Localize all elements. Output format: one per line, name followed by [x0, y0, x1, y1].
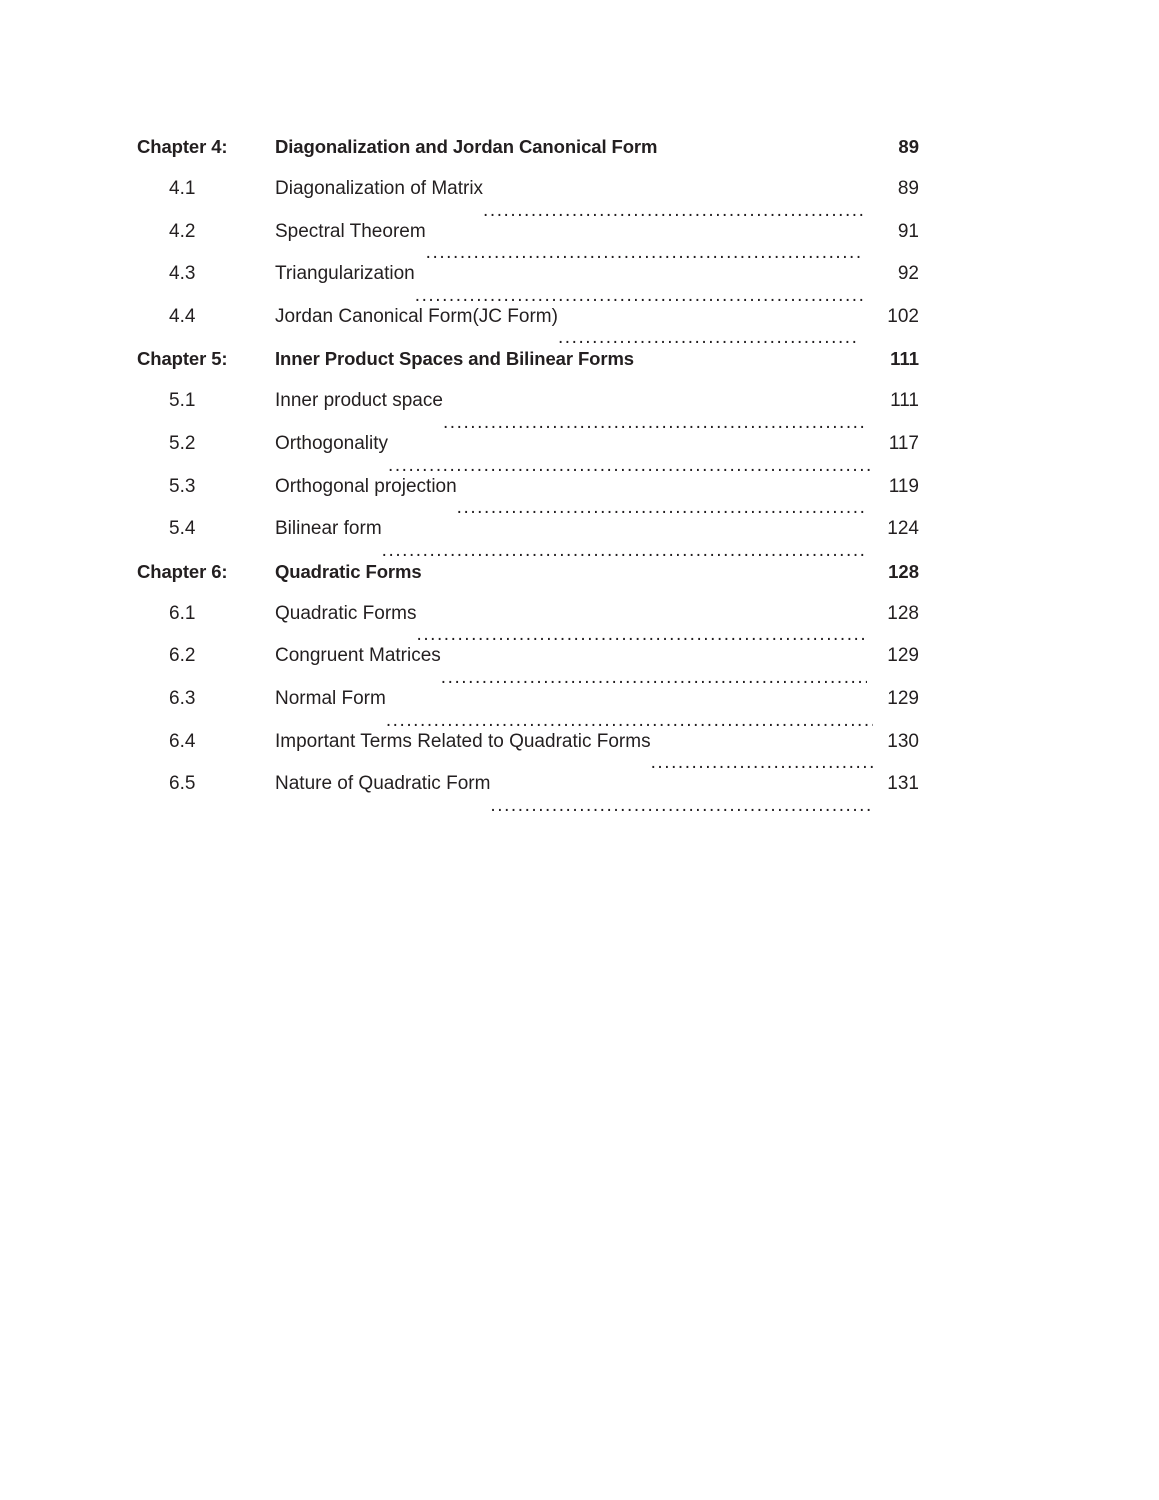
- dot-leader: [457, 499, 867, 518]
- toc-section-row[interactable]: [137, 688, 919, 731]
- toc-page-number: 89: [897, 178, 919, 199]
- dot-leader: [382, 542, 867, 561]
- dot-leader: [490, 797, 873, 816]
- toc-section-title: Inner product space: [275, 390, 443, 412]
- dot-leader: [415, 287, 863, 306]
- toc-page-number: 129: [887, 645, 919, 667]
- toc-page-number: 129: [887, 687, 919, 709]
- toc-chapter-row[interactable]: [137, 348, 919, 390]
- toc-section-number: 5.4: [169, 518, 196, 540]
- toc-section-number: 6.1: [169, 602, 196, 624]
- toc-section-title: Triangularization: [275, 263, 415, 285]
- dot-leader: [416, 626, 867, 645]
- toc-entry-list: [137, 136, 919, 816]
- dot-leader: [426, 244, 863, 263]
- toc-page-number: 128: [887, 602, 919, 624]
- toc-section-number: 5.1: [169, 390, 196, 412]
- toc-page-number: 117: [888, 432, 919, 454]
- toc-section-number: 5.3: [169, 475, 196, 497]
- toc-section-row[interactable]: [137, 178, 919, 221]
- toc-section-title: Congruent Matrices: [275, 645, 441, 667]
- toc-chapter-title: Quadratic Forms: [275, 560, 422, 582]
- dot-leader: [386, 712, 873, 731]
- toc-section-title: Orthogonal projection: [275, 475, 457, 497]
- toc-page-number: 111: [890, 348, 919, 370]
- dot-leader: [651, 754, 873, 773]
- toc-section-row[interactable]: [137, 731, 919, 774]
- toc-section-row[interactable]: [137, 645, 919, 688]
- toc-page-number: 124: [887, 518, 919, 540]
- toc-chapter-title: Diagonalization and Jordan Canonical Form: [275, 136, 658, 157]
- toc-section-title: Important Terms Related to Quadratic Forms: [275, 730, 651, 752]
- toc-chapter-number: Chapter 6:: [137, 560, 228, 582]
- toc-page-number: 102: [887, 305, 919, 327]
- toc-section-title: Spectral Theorem: [275, 220, 426, 242]
- toc-chapter-row[interactable]: [137, 136, 919, 178]
- toc-section-row[interactable]: [137, 221, 919, 264]
- dot-leader: [388, 457, 873, 476]
- toc-section-row[interactable]: [137, 390, 919, 433]
- toc-section-number: 4.4: [169, 305, 196, 327]
- toc-section-title: Normal Form: [275, 687, 386, 709]
- toc-section-row[interactable]: [137, 476, 919, 519]
- toc-section-title: Bilinear form: [275, 518, 382, 540]
- toc-chapter-title: Inner Product Spaces and Bilinear Forms: [275, 348, 635, 370]
- dot-leader: [441, 669, 867, 688]
- toc-section-number: 6.2: [169, 645, 196, 667]
- toc-page-number: 119: [888, 475, 919, 497]
- toc-section-number: 5.2: [169, 432, 196, 454]
- toc-page-number: 89: [898, 136, 919, 157]
- toc-section-title: Jordan Canonical Form(JC Form): [275, 305, 558, 327]
- dot-leader: [483, 202, 863, 221]
- toc-section-number: 4.3: [169, 263, 196, 285]
- toc-section-row[interactable]: [137, 433, 919, 476]
- toc-page-number: 131: [887, 773, 919, 795]
- toc-section-title: Diagonalization of Matrix: [275, 178, 484, 199]
- toc-section-number: 6.4: [169, 730, 196, 752]
- toc-chapter-number: Chapter 5:: [137, 348, 228, 370]
- toc-page-number: 130: [887, 730, 919, 752]
- toc-section-title: Quadratic Forms: [275, 602, 417, 624]
- toc-page-number: 91: [897, 220, 919, 242]
- toc-section-number: 4.1: [169, 178, 196, 199]
- toc-page-number: 111: [890, 390, 919, 412]
- toc-section-row[interactable]: [137, 773, 919, 816]
- toc-page-number: 128: [888, 560, 919, 582]
- toc-section-number: 4.2: [169, 220, 196, 242]
- dot-leader: [443, 414, 867, 433]
- toc-section-number: 6.3: [169, 687, 196, 709]
- toc-section-title: Orthogonality: [275, 432, 389, 454]
- dot-leader: [558, 329, 859, 348]
- toc-chapter-row[interactable]: [137, 561, 919, 603]
- toc-chapter-number: Chapter 4:: [137, 136, 228, 157]
- toc-section-row[interactable]: [137, 518, 919, 561]
- toc-section-row[interactable]: [137, 263, 919, 306]
- toc-section-number: 6.5: [169, 773, 196, 795]
- toc-section-row[interactable]: [137, 603, 919, 646]
- toc-section-title: Nature of Quadratic Form: [275, 773, 491, 795]
- toc-section-row[interactable]: [137, 306, 919, 349]
- toc-page-number: 92: [897, 263, 919, 285]
